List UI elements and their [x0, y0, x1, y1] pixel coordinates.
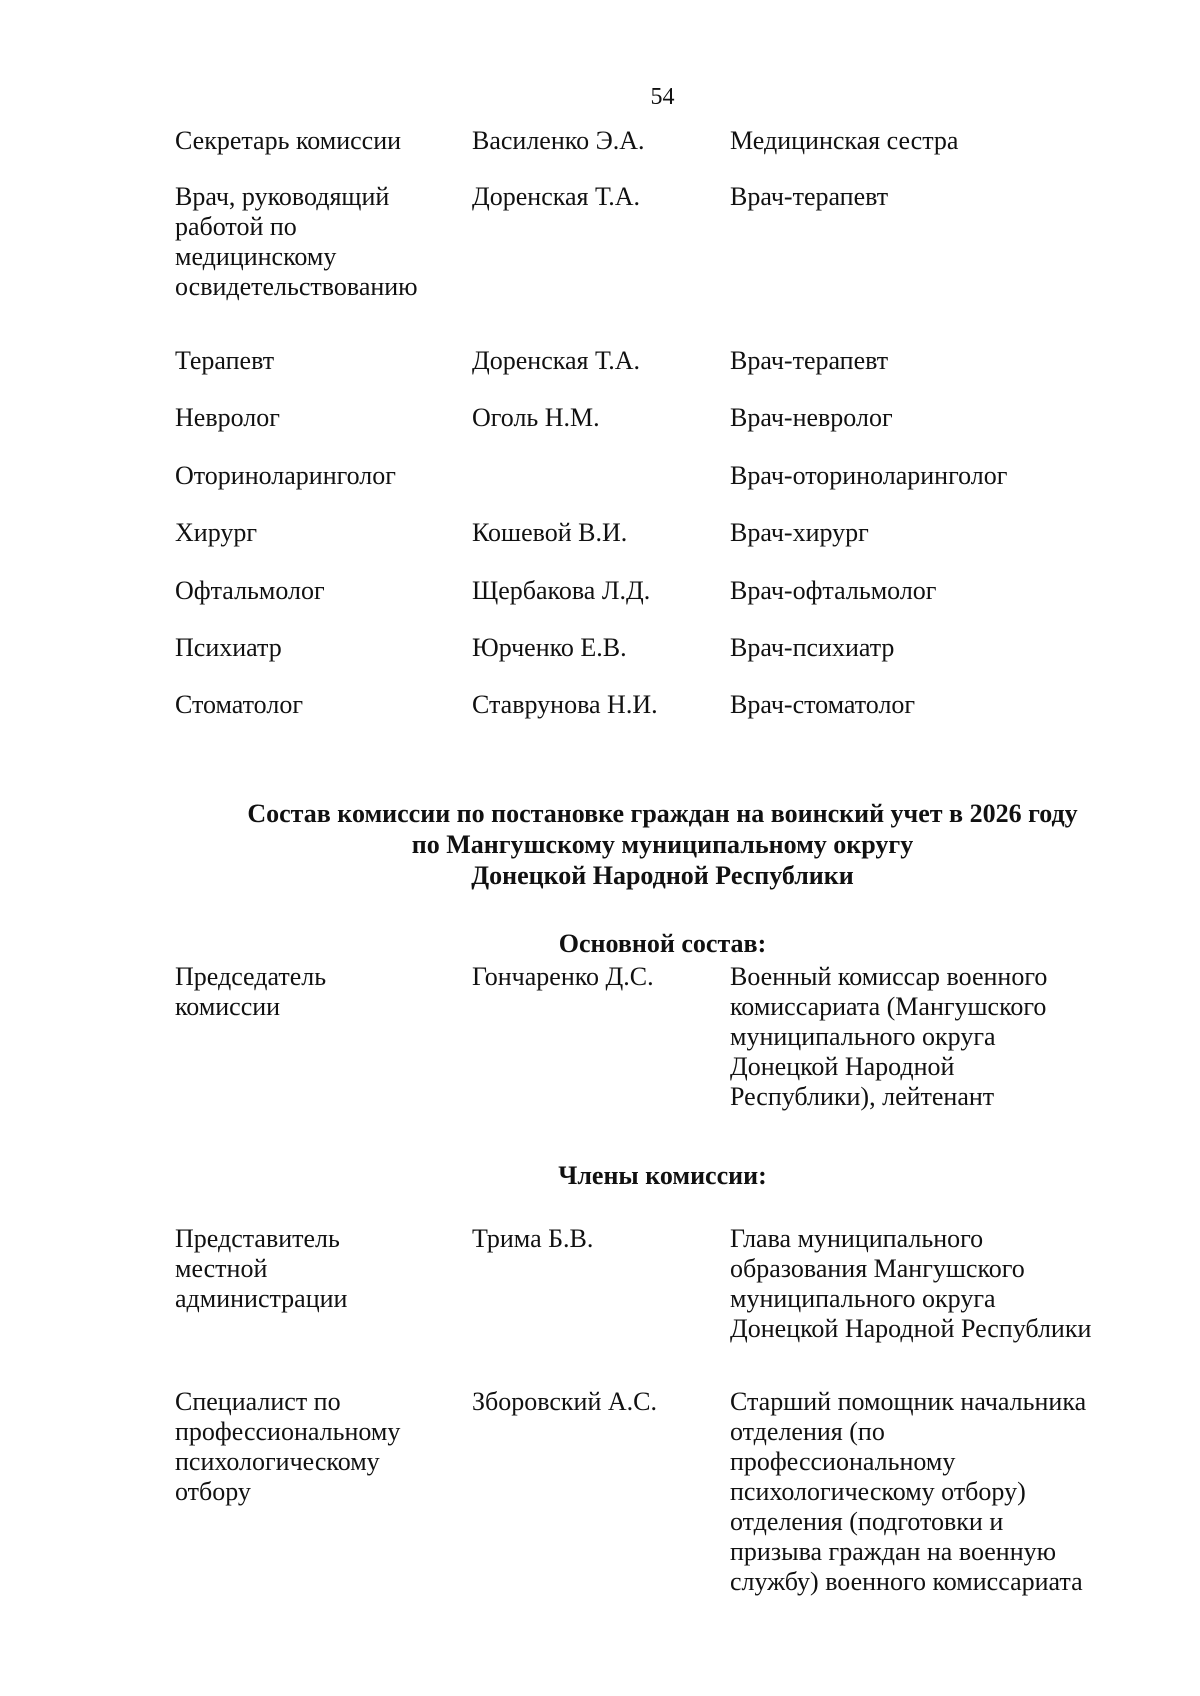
position-cell: Врач-хирург [730, 518, 869, 547]
role-cell: Стоматолог [175, 690, 303, 719]
position-cell: Глава муниципального образования Мангушского муниципального округа Донецкой Народной Республики [730, 1224, 1092, 1343]
commission-title [0, 798, 1200, 891]
name-cell: Кошевой В.И. [472, 518, 628, 547]
role-cell: Терапевт [175, 346, 275, 375]
role-cell: Представитель местной администрации [175, 1224, 348, 1313]
role-cell: Оториноларинголог [175, 461, 396, 490]
commission-title-line-2: по Мангушскому муниципальному округу [411, 830, 914, 859]
position-cell: Военный комиссар военного комиссариата (Мангушского муниципального округа Донецкой Народной Республики), лейтенант [730, 962, 1048, 1111]
name-cell: Щербакова Л.Д. [472, 576, 651, 605]
name-cell: Зборовский А.С. [472, 1387, 657, 1416]
position-cell: Старший помощник начальника отделения (по профессиональному психологическому отбору) отделения (подготовки и призыва граждан на военную службу) военного комиссариата [730, 1387, 1087, 1596]
position-cell: Врач-терапевт [730, 346, 889, 375]
role-cell: Хирург [175, 518, 258, 547]
name-cell: Ставрунова Н.И. [472, 690, 658, 719]
commission-title-line-3: Донецкой Народной Республики [471, 861, 854, 890]
name-cell: Доренская Т.А. [472, 182, 641, 211]
position-cell: Медицинская сестра [730, 126, 959, 155]
name-cell: Юрченко Е.В. [472, 633, 627, 662]
name-cell: Доренская Т.А. [472, 346, 641, 375]
name-cell: Василенко Э.А. [472, 126, 645, 155]
role-cell: Председатель комиссии [175, 962, 327, 1021]
position-cell: Врач-невролог [730, 403, 893, 432]
position-cell: Врач-стоматолог [730, 690, 916, 719]
position-cell: Врач-психиатр [730, 633, 895, 662]
members-heading: Члены комиссии: [558, 1161, 767, 1190]
position-cell: Врач-офтальмолог [730, 576, 937, 605]
role-cell: Офтальмолог [175, 576, 325, 605]
role-cell: Секретарь комиссии [175, 126, 402, 155]
name-cell: Гончаренко Д.С. [472, 962, 654, 991]
page-number: 54 [650, 84, 675, 110]
role-cell: Специалист по профессиональному психологическому отбору [175, 1387, 401, 1506]
name-cell: Оголь Н.М. [472, 403, 600, 432]
position-cell: Врач-оториноларинголог [730, 461, 1008, 490]
position-cell: Врач-терапевт [730, 182, 889, 211]
name-cell: Трима Б.В. [472, 1224, 594, 1253]
role-cell: Психиатр [175, 633, 282, 662]
role-cell: Врач, руководящий работой по медицинскому освидетельствованию [175, 182, 418, 301]
main-composition-heading: Основной состав: [558, 929, 767, 958]
commission-title-line-1: Состав комиссии по постановке граждан на воинский учет в 2026 году [247, 799, 1078, 828]
role-cell: Невролог [175, 403, 280, 432]
